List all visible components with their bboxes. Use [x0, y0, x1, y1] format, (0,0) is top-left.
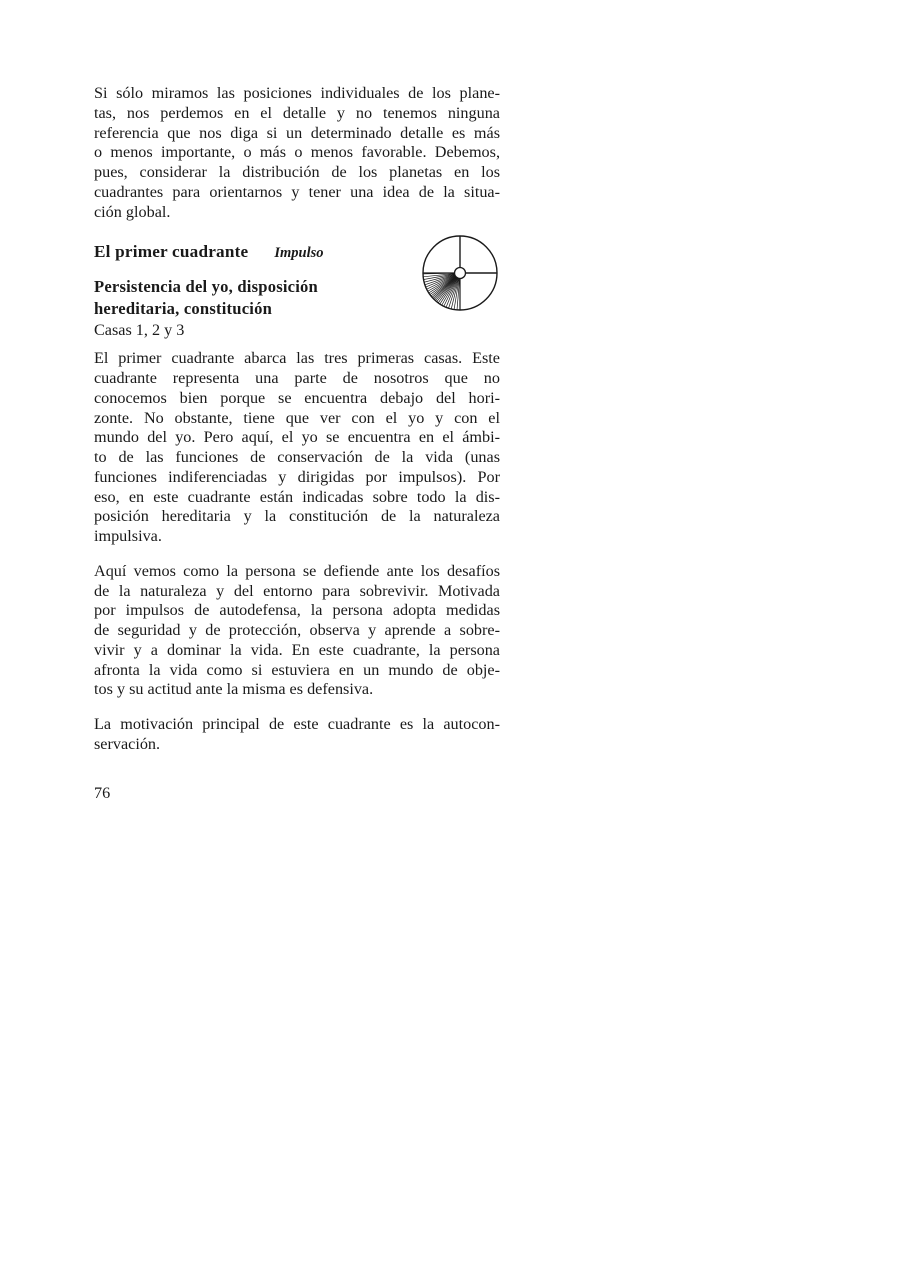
houses-label: Casas 1, 2 y 3	[94, 321, 185, 340]
text-line: tas, nos perdemos en el detalle y no tenemos ninguna	[94, 103, 500, 122]
intro-paragraph	[94, 84, 500, 222]
text-line: eso, en este cuadrante están indicadas sobre todo la dis-	[94, 487, 500, 506]
text-line: de la naturaleza y del entorno para sobrevivir. Motivada	[94, 581, 500, 600]
text-line: to de las funciones de conservación de la vida (unas	[94, 448, 500, 466]
text-line: posición hereditaria y la constitución de la naturaleza	[94, 507, 500, 526]
text-line: impulsiva.	[94, 527, 162, 545]
text-line: tos y su actitud ante la misma es defensiva.	[94, 680, 374, 699]
subtitle-line: Persistencia del yo, disposición	[94, 277, 318, 297]
text-line: zonte. No obstante, tiene que ver con el yo y con el	[94, 408, 500, 427]
text-line: mundo del yo. Pero aquí, el yo se encuentra en el ámbi-	[94, 428, 500, 447]
text-line: funciones indiferenciadas y dirigidas por impulsos). Por	[94, 467, 500, 486]
text-line: de seguridad y de protección, observa y aprende a sobre-	[94, 621, 500, 639]
text-line: o menos importante, o más o menos favorable. Debemos,	[94, 143, 500, 162]
text-line: ción global.	[94, 202, 171, 221]
subtitle-line: hereditaria, constitución	[94, 299, 272, 319]
text-line: El primer cuadrante abarca las tres primeras casas. Este	[94, 349, 500, 368]
section-keyword: Impulso	[274, 245, 324, 262]
text-line: afronta la vida como si estuviera en un mundo de obje-	[94, 660, 500, 679]
text-line: conocemos bien porque se encuentra debajo del hori-	[94, 388, 500, 407]
text-line: referencia que nos diga si un determinado detalle es más	[94, 123, 500, 142]
body-paragraph	[94, 349, 500, 547]
text-line: servación.	[94, 734, 161, 753]
page-number: 76	[94, 783, 111, 802]
text-line: cuadrantes para orientarnos y tener una idea de la situa-	[94, 182, 500, 201]
text-line: pues, considerar la distribución de los planetas en los	[94, 163, 500, 181]
section-title: El primer cuadrante	[94, 242, 249, 262]
body-paragraph	[94, 562, 500, 700]
text-line: La motivación principal de este cuadrante es la autocon-	[94, 715, 500, 733]
text-line: Si sólo miramos las posiciones individuales de los plane-	[94, 84, 500, 102]
first-quadrant-section	[94, 242, 500, 754]
text-line: cuadrante representa una parte de nosotros que no	[94, 369, 500, 387]
text-line: vivir y a dominar la vida. En este cuadrante, la persona	[94, 640, 500, 659]
body-paragraph	[94, 715, 500, 755]
text-line: Aquí vemos como la persona se defiende ante los desafíos	[94, 561, 500, 580]
text-line: por impulsos de autodefensa, la persona adopta medidas	[94, 601, 500, 620]
book-page	[94, 84, 500, 803]
first-quadrant-diagram-icon	[421, 234, 499, 312]
